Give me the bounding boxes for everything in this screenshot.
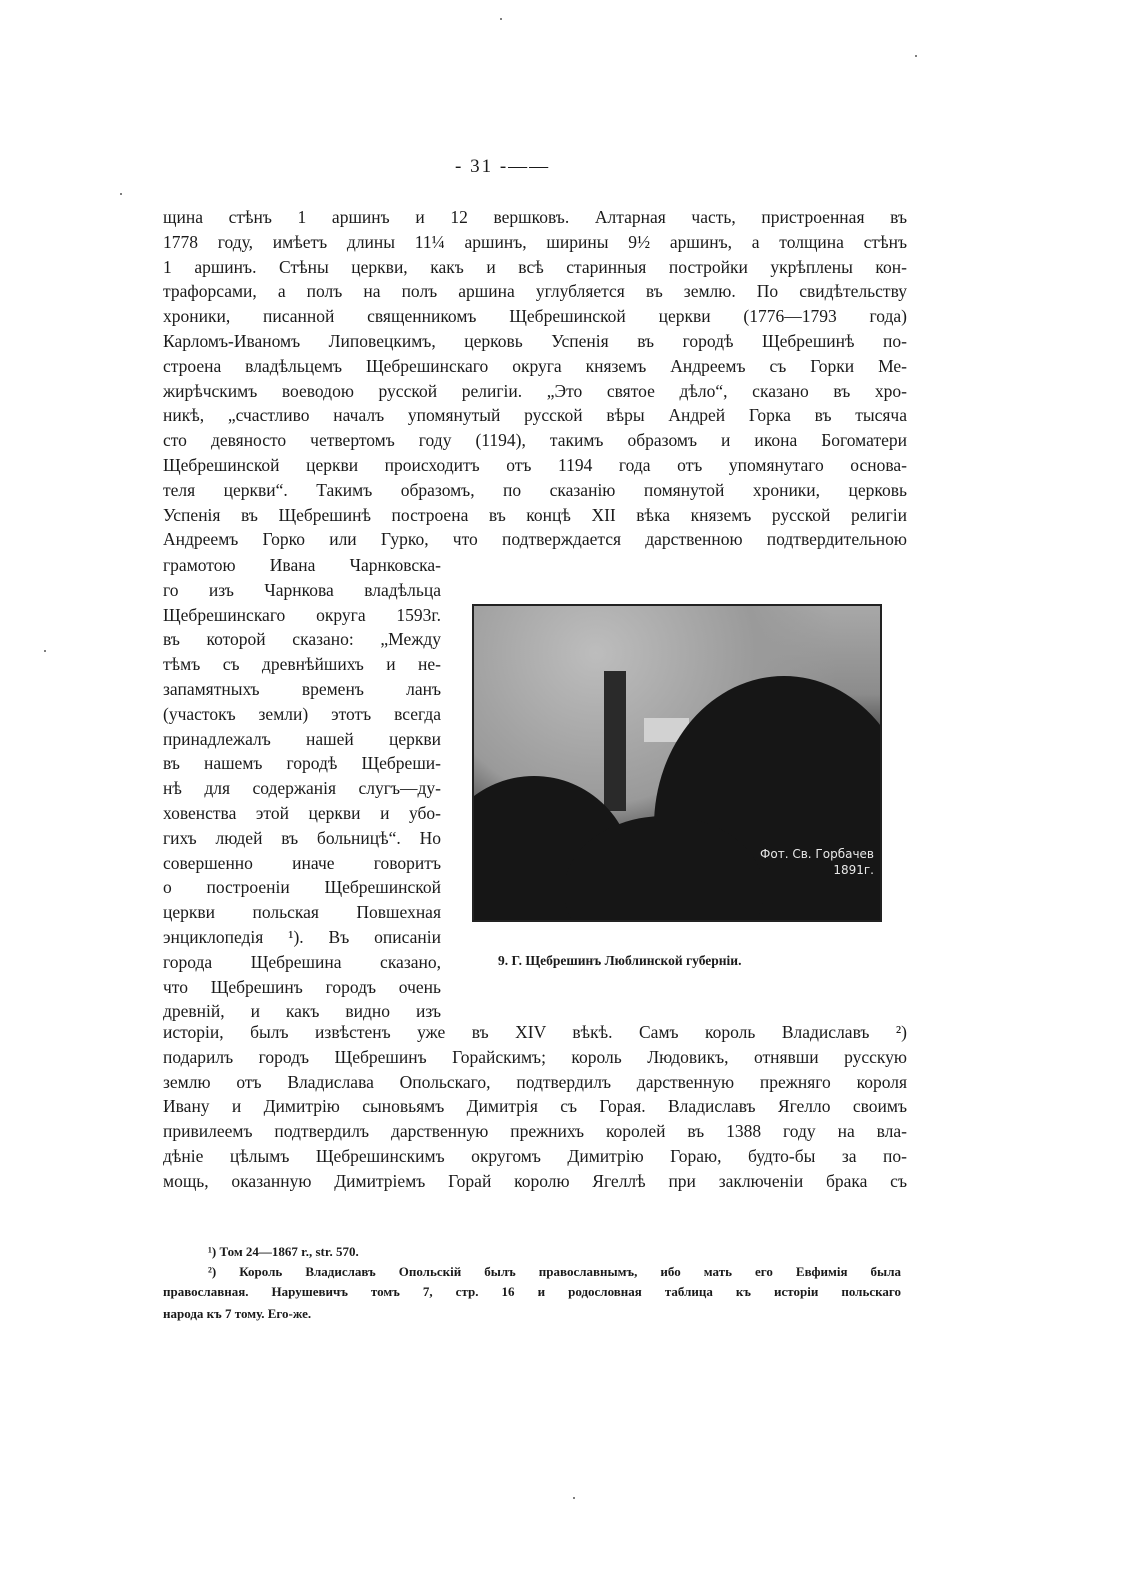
watermark-line: Фот. Св. Горбачев — [760, 847, 874, 861]
text-line: Андреемъ Горко или Гурко, что подтверждается дарственною подтвердительною — [163, 529, 907, 550]
figure-caption: 9. Г. Щебрешинъ Люблинской губерніи. — [498, 953, 742, 968]
text-line: совершенно иначе говоритъ — [163, 852, 441, 873]
text-line: города Щебрешина сказано, — [163, 951, 441, 972]
watermark-line: 1891г. — [833, 863, 874, 877]
text-line: (участокъ земли) этотъ всегда — [163, 703, 441, 724]
text-line: никѣ, „счастливо началъ упомянутый русской вѣры Андрей Горка въ тысяча — [163, 405, 907, 426]
footnote-2: ²) Король Владиславъ Опольскій былъ православнымъ, ибо мать его Евфимія была — [208, 1264, 901, 1279]
text-line: тѣмъ съ древнѣйшихъ и не- — [163, 654, 441, 675]
text-line: нѣ для содержанія слугъ—ду- — [163, 778, 441, 799]
photo-watermark — [760, 846, 874, 878]
page-number: - 31 -—— — [455, 156, 551, 177]
text-line: Карломъ-Иваномъ Липовецкимъ, церковь Успенія въ городѣ Щебрешинѣ по- — [163, 331, 907, 351]
text-line: принадлежалъ нашей церкви — [163, 728, 441, 749]
text-line: привилеемъ подтвердилъ дарственную прежнихъ королей въ 1388 году на вла- — [163, 1121, 907, 1142]
text-line: землю отъ Владислава Опольскаго, подтвердилъ дарственную прежняго короля — [163, 1071, 907, 1092]
text-line: дѣніе цѣлымъ Щебрешинскимъ округомъ Димитрію Гораю, будто-бы за по- — [163, 1146, 907, 1166]
text-line: древній, и какъ видно изъ — [163, 1001, 441, 1022]
text-line: энциклопедія ¹). Въ описаніи — [163, 927, 441, 947]
church-tower — [604, 671, 626, 811]
text-line: запамятныхъ временъ ланъ — [163, 679, 441, 699]
text-line: въ которой сказано: „Между — [163, 629, 441, 650]
text-line: хроники, писанной священникомъ Щебрешинской церкви (1776—1793 года) — [163, 306, 907, 327]
text-line: гихъ людей въ больницѣ“. Но — [163, 827, 441, 848]
text-line: строена владѣльцемъ Щебрешинскаго округа княземъ Андреемъ съ Горки Ме- — [163, 355, 907, 376]
text-line: Успенія въ Щебрешинѣ построена въ концѣ XII вѣка княземъ русской религіи — [163, 504, 907, 525]
text-line: 1778 году, имѣетъ длины 11¼ аршинъ, ширины 9½ аршинъ, а толщина стѣнъ — [163, 231, 907, 252]
text-line: мощь, оказанную Димитріемъ Горай королю Ягеллѣ при заключеніи брака съ — [163, 1170, 907, 1191]
text-line: Ивану и Димитрію сыновьямъ Димитрія съ Горая. Владиславъ Ягелло своимъ — [163, 1096, 907, 1117]
text-line: ховенства этой церкви и убо- — [163, 803, 441, 823]
text-line: что Щебрешинъ городъ очень — [163, 976, 441, 997]
text-line: подарилъ городъ Щебрешинъ Горайскимъ; король Людовикъ, отнявши русскую — [163, 1046, 907, 1067]
text-line: 1 аршинъ. Стѣны церкви, какъ и всѣ старинныя постройки укрѣплены кон- — [163, 256, 907, 277]
text-line: щина стѣнъ 1 аршинъ и 12 вершковъ. Алтарная часть, пристроенная въ — [163, 207, 907, 227]
text-line: о построеніи Щебрешинской — [163, 877, 441, 898]
text-line: сто девяносто четвертомъ году (1194), такимъ образомъ и икона Богоматери — [163, 430, 907, 451]
footnote-2-cont: православная. Нарушевичъ томъ 7, стр. 16 и родословная таблица къ исторіи польскаго — [163, 1284, 901, 1299]
text-line: церкви польская Повшехная — [163, 902, 441, 923]
footnote-2-end: народа къ 7 тому. Его-же. — [163, 1306, 312, 1321]
church-photograph — [472, 604, 882, 922]
text-line: въ нашемъ городѣ Щебреши- — [163, 753, 441, 774]
text-line: грамотою Ивана Чарнковска- — [163, 555, 441, 575]
footnote-1: ¹) Том 24—1867 r., str. 570. — [208, 1244, 359, 1259]
text-line: го изъ Чарнкова владѣльца — [163, 579, 441, 600]
text-line: исторіи, былъ извѣстенъ уже въ XIV вѣкѣ. Самъ король Владиславъ ²) — [163, 1022, 907, 1042]
text-line: теля церкви“. Такимъ образомъ, по сказанію помянутой хроники, церковь — [163, 479, 907, 500]
text-line: жирѣчскимъ воеводою русской религіи. „Это святое дѣло“, сказано въ хро- — [163, 380, 907, 401]
text-line: Щебрешинскаго округа 1593г. — [163, 604, 441, 625]
text-line: трафорсами, а полъ на полъ аршина углубляется въ землю. По свидѣтельству — [163, 281, 907, 302]
text-line: Щебрешинской церкви происходитъ отъ 1194 года отъ упомянутаго основа- — [163, 455, 907, 475]
